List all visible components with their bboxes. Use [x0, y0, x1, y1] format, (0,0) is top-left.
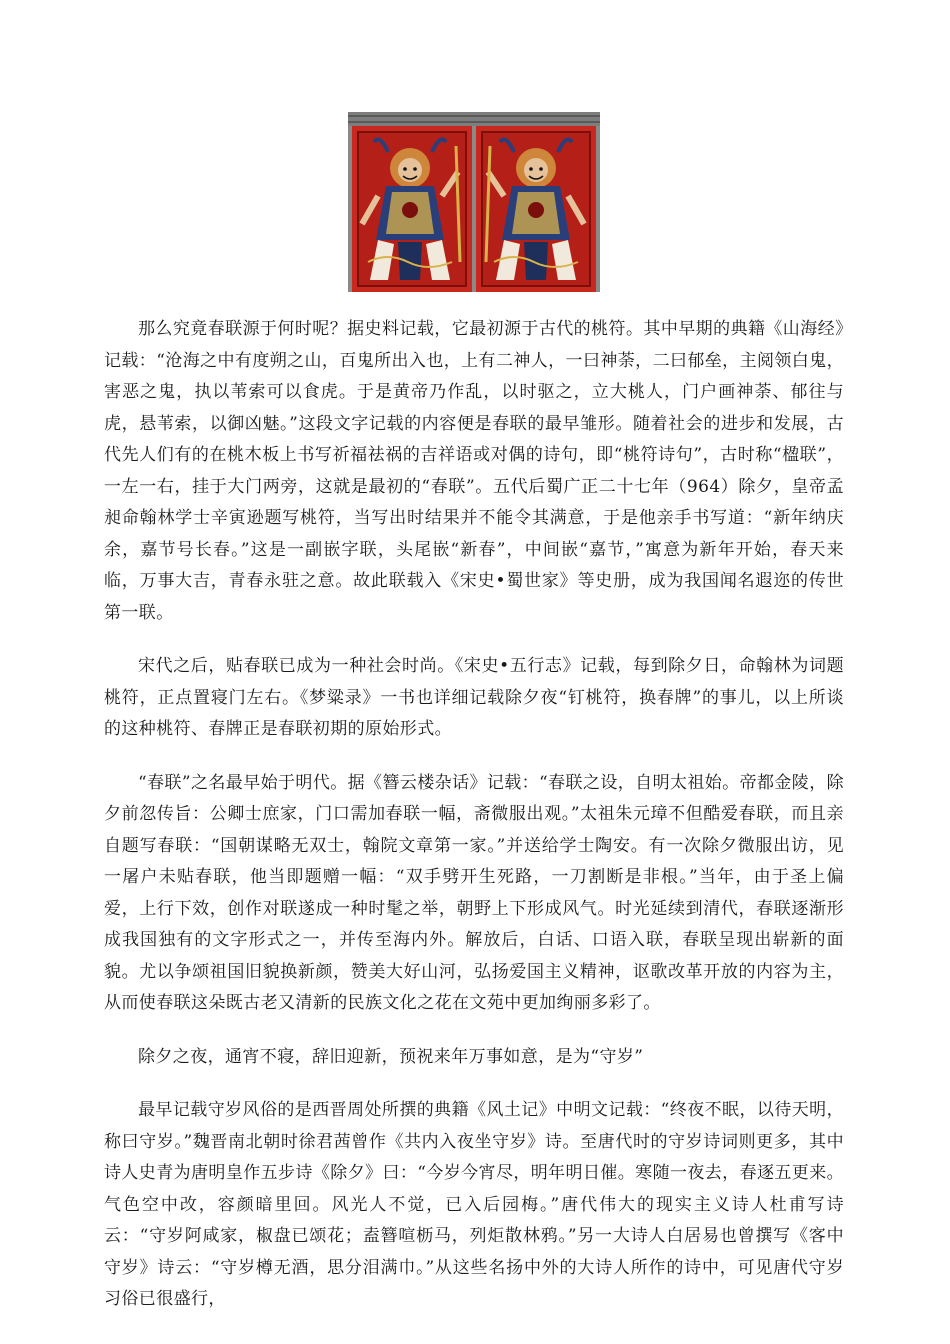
paragraph-3: “春联”之名最早始于明代。据《簪云楼杂话》记载：“春联之设，自明太祖始。帝都金陵，除夕前忽传旨：公卿士庶家，门口需加春联一幅，斋微服出观。”太祖朱元璋不但酷爱春联，而且亲自题写春联：“国朝谋略无双士，翰院文章第一家。”并送给学士陶安。有一次除夕微服出访，见一屠户未贴春联，他当即题赠一幅：“双手劈开生死路，一刀割断是非根。”当年，由于圣上偏爱，上行下效，创作对联遂成一种时髦之举，朝野上下形成风气。时光延续到清代，春联逐渐形成我国独有的文字形式之一，并传至海内外。解放后，白话、口语入联，春联呈现出崭新的面貌。尤以争颂祖国旧貌换新颜，赞美大好山河，弘扬爱国主义精神，讴歌改革开放的内容为主，从而使春联这朵既古老又清新的民族文化之花在文苑中更加绚丽多彩了。 — [104, 772, 844, 1013]
door-gods-image — [348, 112, 600, 292]
paragraph-5: 最早记载守岁风俗的是西晋周处所撰的典籍《风土记》中明文记载：“终夜不眠，以待天明，称曰守岁。”魏晋南北朝时徐君茜曾作《共内入夜坐守岁》诗。至唐代时的守岁诗词则更多，其中诗人史青为唐明皇作五步诗《除夕》曰：“今岁今宵尽，明年明日催。寒随一夜去，春逐五更来。气色空中改，容颜暗里回。风光人不觉，已入后园梅。”唐代伟大的现实主义诗人杜甫写诗云：“守岁阿咸家，椒盘已颂花；盍簪喧枥马，列炬散林鸦。”另一大诗人白居易也曾撰写《客中守岁》诗云：“守岁樽无酒，思分泪满巾。”从这些名扬中外的大诗人所作的诗中，可见唐代守岁习俗已很盛行， — [104, 1100, 844, 1309]
paragraph-1: 那么究竟春联源于何时呢？据史料记载，它最初源于古代的桃符。其中早期的典籍《山海经》记载：“沧海之中有度朔之山，百鬼所出入也，上有二神人，一曰神荼，二曰郁垒，主阅领白鬼，害恶之鬼，执以苇索可以食虎。于是黄帝乃作乱，以时驱之，立大桃人，门户画神荼、郁往与虎，悬苇索，以御凶魅。”这段文字记载的内容便是春联的最早雏形。随着社会的进步和发展，古代先人们有的在桃木板上书写祈福祛祸的吉祥语或对偶的诗句，即“桃符诗句”，古时称“楹联”，一左一右，挂于大门两旁，这就是最初的“春联”。五代后蜀广正二十七年（964）除夕，皇帝孟昶命翰林学士辛寅逊题写桃符，当写出时结果并不能令其满意，于是他亲手书写道：“新年纳庆余，嘉节号长春。”这是一副嵌字联，头尾嵌“新春”，中间嵌“嘉节，”寓意为新年开始，春天来临，万事大吉，青春永驻之意。故此联载入《宋史•蜀世家》等史册，成为我国闻名遐迩的传世第一联。 — [104, 319, 844, 623]
paragraph-2: 宋代之后，贴春联已成为一种社会时尚。《宋史•五行志》记载，每到除夕日，命翰林为词题桃符，正点置寝门左右。《梦粱录》一书也详细记载除夕夜“钉桃符，换春牌”的事儿，以上所谈的这种桃符、春牌正是春联初期的原始形式。 — [104, 656, 844, 739]
right-door-god-panel — [476, 126, 596, 292]
door-gods-illustration — [348, 112, 600, 292]
roof-beam — [348, 112, 600, 126]
article-body — [104, 314, 844, 1338]
left-door-god-panel — [352, 126, 472, 292]
paragraph-4: 除夕之夜，通宵不寝，辞旧迎新，预祝来年万事如意，是为“守岁” — [138, 1046, 644, 1067]
